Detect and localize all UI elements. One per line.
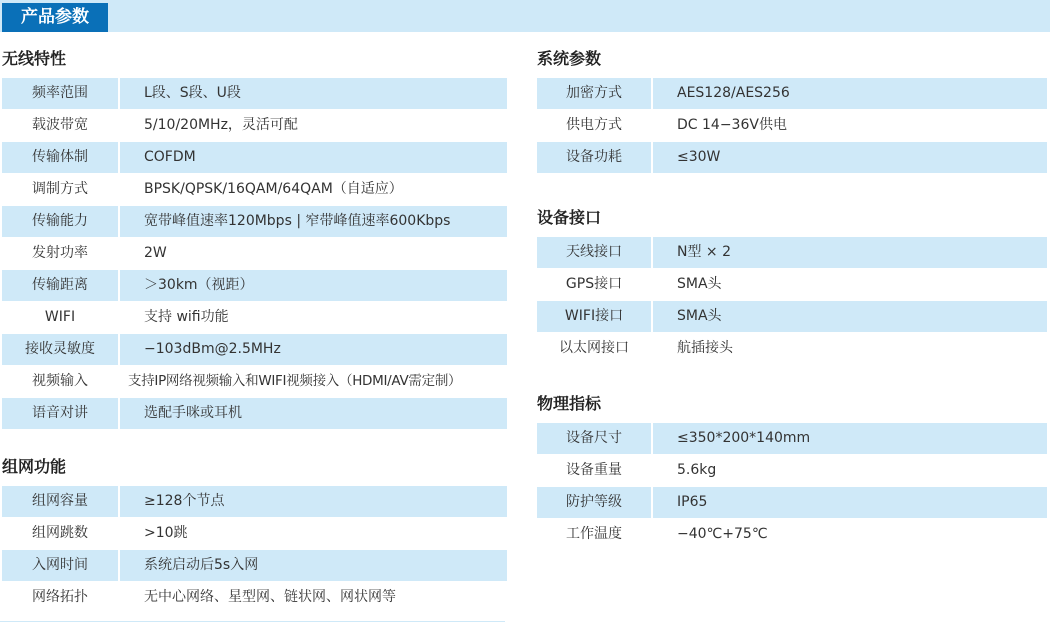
table-row — [2, 366, 507, 398]
row-label: 载波带宽 — [2, 110, 120, 141]
section-system — [537, 46, 1047, 174]
table-row — [537, 269, 1047, 301]
row-label: 网络拓扑 — [2, 582, 120, 613]
row-value: 航插接头 — [677, 340, 733, 356]
table-row — [537, 110, 1047, 142]
table-row — [537, 519, 1047, 551]
row-value: 无中心网络、星型网、链状网、网状网等 — [144, 589, 396, 605]
row-label: 组网容量 — [2, 486, 120, 517]
table-row — [2, 486, 507, 518]
row-label: 频率范围 — [2, 78, 120, 109]
table-row — [2, 302, 507, 334]
section-title-physical: 物理指标 — [537, 394, 602, 413]
row-value: 支持IP网络视频输入和WIFI视频接入（HDMI/AV需定制） — [128, 373, 462, 389]
table-row — [537, 455, 1047, 487]
row-value: L段、S段、U段 — [144, 85, 241, 101]
row-value: 支持 wifi功能 — [144, 309, 229, 325]
section-wireless — [2, 46, 507, 430]
table-row — [2, 270, 507, 302]
row-value: IP65 — [677, 494, 708, 510]
row-label: 防护等级 — [537, 487, 653, 518]
row-value: ≥128个节点 — [144, 493, 225, 509]
section-networking — [2, 454, 507, 614]
table-row — [537, 423, 1047, 455]
table-row — [537, 333, 1047, 365]
row-label: 语音对讲 — [2, 398, 120, 429]
row-value: COFDM — [144, 149, 196, 165]
table-row — [2, 334, 507, 366]
row-value: N型 × 2 — [677, 244, 732, 260]
row-value: 选配手咪或耳机 — [144, 405, 242, 421]
table-row — [537, 237, 1047, 269]
header-bar — [0, 0, 1050, 32]
row-label: 视频输入 — [2, 366, 120, 397]
table-row — [2, 398, 507, 430]
row-value: 5/10/20MHz，灵活可配 — [144, 117, 298, 133]
row-label: 组网跳数 — [2, 518, 120, 549]
row-value: >10跳 — [144, 525, 188, 541]
row-label: 天线接口 — [537, 237, 653, 268]
row-label: 供电方式 — [537, 110, 653, 141]
row-label: 设备功耗 — [537, 142, 653, 173]
row-label: 入网时间 — [2, 550, 120, 581]
section-interfaces — [537, 205, 1047, 365]
table-row — [2, 582, 507, 614]
row-label: 发射功率 — [2, 238, 120, 269]
row-label: 接收灵敏度 — [2, 334, 120, 365]
table-row — [2, 238, 507, 270]
row-value: BPSK/QPSK/16QAM/64QAM（自适应） — [144, 181, 403, 197]
row-label: GPS接口 — [537, 269, 653, 300]
row-label: 传输距离 — [2, 270, 120, 301]
row-value: 2W — [144, 245, 167, 261]
row-label: 工作温度 — [537, 519, 653, 550]
section-title-networking: 组网功能 — [2, 457, 67, 476]
row-label: WIFI接口 — [537, 301, 653, 332]
row-value: −40℃+75℃ — [677, 526, 768, 542]
table-row — [2, 174, 507, 206]
row-value: DC 14−36V供电 — [677, 117, 787, 133]
row-value: −103dBm@2.5MHz — [144, 341, 281, 357]
row-value: SMA头 — [677, 276, 722, 292]
row-value: 系统启动后5s入网 — [144, 557, 259, 573]
table-row — [2, 550, 507, 582]
table-row — [537, 301, 1047, 333]
bottom-divider — [0, 621, 505, 622]
row-label: 传输能力 — [2, 206, 120, 237]
row-value: ≤350*200*140mm — [677, 430, 811, 446]
row-label: WIFI — [2, 302, 120, 333]
table-row — [2, 142, 507, 174]
section-title-system: 系统参数 — [537, 49, 602, 68]
table-row — [537, 78, 1047, 110]
table-row — [537, 142, 1047, 174]
page-title: 产品参数 — [2, 3, 108, 32]
table-row — [2, 518, 507, 550]
row-value: 宽带峰值速率120Mbps | 窄带峰值速率600Kbps — [144, 213, 451, 229]
row-label: 加密方式 — [537, 78, 653, 109]
row-value: ≤30W — [677, 149, 721, 165]
section-title-wireless: 无线特性 — [2, 49, 67, 68]
row-value: SMA头 — [677, 308, 722, 324]
row-label: 设备尺寸 — [537, 423, 653, 454]
spec-table-system — [537, 78, 1047, 174]
row-label: 设备重量 — [537, 455, 653, 486]
row-label: 以太网接口 — [537, 333, 653, 364]
table-row — [2, 78, 507, 110]
spec-table-wireless — [2, 78, 507, 430]
table-row — [2, 206, 507, 238]
row-label: 调制方式 — [2, 174, 120, 205]
row-value: 5.6kg — [677, 462, 717, 478]
spec-table-networking — [2, 486, 507, 614]
table-row — [537, 487, 1047, 519]
section-physical — [537, 391, 1047, 551]
row-value: ＞30km（视距） — [144, 277, 254, 293]
spec-table-interfaces — [537, 237, 1047, 365]
spec-table-physical — [537, 423, 1047, 551]
row-label: 传输体制 — [2, 142, 120, 173]
table-row — [2, 110, 507, 142]
row-value: AES128/AES256 — [677, 85, 790, 101]
section-title-interfaces: 设备接口 — [537, 208, 602, 227]
